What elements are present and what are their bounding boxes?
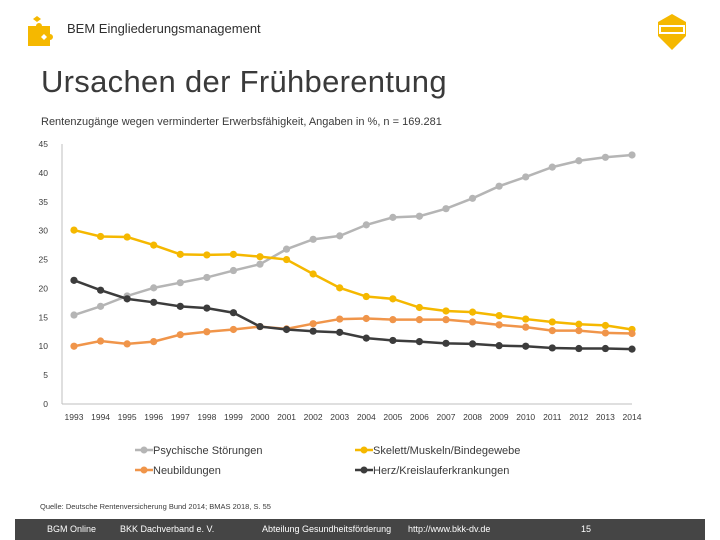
- data-point: [602, 322, 609, 329]
- x-tick-label: 2002: [303, 412, 323, 422]
- data-point: [310, 236, 317, 243]
- x-tick-label: 2005: [383, 412, 403, 422]
- legend-label: Herz/Kreislauferkrankungen: [373, 465, 510, 477]
- x-tick-label: 2000: [250, 412, 270, 422]
- footer-url-link[interactable]: http://www.bkk-dv.de: [408, 524, 491, 534]
- legend-swatch-marker: [361, 467, 368, 474]
- y-tick-label: 0: [43, 399, 48, 409]
- y-tick-label: 45: [38, 139, 48, 149]
- y-tick-label: 25: [38, 254, 48, 265]
- data-point: [442, 307, 449, 314]
- source-note: Quelle: Deutsche Rentenversicherung Bund 2014; BMAS 2018, S. 55: [40, 502, 271, 511]
- legend-swatch-marker: [141, 467, 148, 474]
- legend-label: Skelett/Muskeln/Bindegewebe: [373, 445, 521, 457]
- data-point: [230, 267, 237, 274]
- data-point: [575, 321, 582, 328]
- data-point: [363, 293, 370, 300]
- data-point: [97, 303, 104, 310]
- legend-label: Neubildungen: [153, 465, 221, 477]
- x-tick-label: 2004: [356, 412, 376, 422]
- y-tick-label: 40: [38, 167, 48, 178]
- data-point: [416, 338, 423, 345]
- data-point: [469, 340, 476, 347]
- x-tick-label: 1996: [144, 412, 164, 422]
- data-point: [469, 195, 476, 202]
- data-point: [230, 326, 237, 333]
- data-point: [363, 221, 370, 228]
- x-tick-label: 1993: [64, 412, 84, 422]
- x-tick-label: 2012: [569, 412, 589, 422]
- data-point: [549, 164, 556, 171]
- data-point: [442, 316, 449, 323]
- footer-page-number: 15: [581, 524, 592, 534]
- data-point: [496, 312, 503, 319]
- data-point: [522, 315, 529, 322]
- x-tick-label: 1994: [91, 412, 111, 422]
- y-tick-label: 15: [38, 312, 48, 323]
- data-point: [522, 173, 529, 180]
- x-tick-label: 2006: [409, 412, 429, 422]
- x-tick-label: 1998: [197, 412, 217, 422]
- bkk-logo-icon: [650, 10, 694, 54]
- data-point: [177, 251, 184, 258]
- data-point: [177, 331, 184, 338]
- legend-label: Psychische Störungen: [153, 445, 263, 457]
- data-point: [124, 233, 131, 240]
- data-point: [549, 327, 556, 334]
- data-point: [310, 320, 317, 327]
- data-point: [310, 270, 317, 277]
- line-chart: [0, 130, 720, 500]
- header-title: BEM Eingliederungsmanagement: [67, 21, 261, 36]
- x-tick-label: 2010: [516, 412, 536, 422]
- footer-bgm-online: BGM Online: [47, 524, 97, 534]
- data-point: [602, 154, 609, 161]
- data-point: [124, 340, 131, 347]
- data-point: [549, 344, 556, 351]
- legend-swatch-marker: [361, 447, 368, 454]
- data-point: [336, 329, 343, 336]
- data-point: [416, 304, 423, 311]
- data-point: [496, 183, 503, 190]
- data-point: [389, 214, 396, 221]
- data-point: [389, 316, 396, 323]
- data-point: [230, 251, 237, 258]
- data-point: [203, 251, 210, 258]
- data-point: [442, 340, 449, 347]
- data-point: [150, 284, 157, 291]
- data-point: [283, 256, 290, 263]
- y-tick-label: 30: [38, 225, 48, 236]
- data-point: [283, 326, 290, 333]
- data-point: [469, 318, 476, 325]
- data-point: [602, 329, 609, 336]
- data-point: [256, 253, 263, 260]
- chart-subtitle: Rentenzugänge wegen verminderter Erwerbsfähigkeit, Angaben in %, n = 169.281: [41, 116, 442, 128]
- data-point: [575, 327, 582, 334]
- data-point: [124, 295, 131, 302]
- data-point: [70, 343, 77, 350]
- data-point: [522, 324, 529, 331]
- data-point: [363, 335, 370, 342]
- data-point: [363, 315, 370, 322]
- data-point: [442, 205, 449, 212]
- x-tick-label: 2003: [330, 412, 350, 422]
- data-point: [256, 323, 263, 330]
- x-tick-label: 2001: [277, 412, 297, 422]
- x-tick-label: 2009: [489, 412, 509, 422]
- data-point: [283, 246, 290, 253]
- data-point: [150, 299, 157, 306]
- y-tick-label: 35: [38, 196, 48, 207]
- series-line: [74, 280, 632, 349]
- x-tick-label: 1997: [170, 412, 190, 422]
- data-point: [203, 328, 210, 335]
- data-point: [628, 330, 635, 337]
- data-point: [97, 233, 104, 240]
- y-tick-label: 5: [43, 370, 48, 381]
- data-point: [469, 309, 476, 316]
- data-point: [602, 345, 609, 352]
- data-point: [177, 279, 184, 286]
- data-point: [549, 318, 556, 325]
- data-point: [336, 232, 343, 239]
- x-tick-label: 2014: [622, 412, 642, 422]
- data-point: [70, 277, 77, 284]
- data-point: [150, 338, 157, 345]
- footer-bkk-dachverband: BKK Dachverband e. V.: [120, 524, 215, 534]
- data-point: [150, 242, 157, 249]
- y-tick-label: 10: [38, 341, 48, 352]
- data-point: [496, 342, 503, 349]
- data-point: [628, 346, 635, 353]
- puzzle-logo-icon: [24, 14, 58, 48]
- data-point: [70, 311, 77, 318]
- data-point: [522, 343, 529, 350]
- data-point: [628, 151, 635, 158]
- data-point: [389, 337, 396, 344]
- legend-swatch-marker: [141, 447, 148, 454]
- footer-bar: [15, 519, 705, 540]
- data-point: [416, 316, 423, 323]
- x-tick-label: 2008: [463, 412, 483, 422]
- x-tick-label: 1995: [117, 412, 137, 422]
- x-tick-label: 2011: [543, 412, 562, 422]
- data-point: [177, 303, 184, 310]
- x-tick-label: 1999: [223, 412, 243, 422]
- slide-title: Ursachen der Frühberentung: [41, 64, 447, 99]
- x-tick-label: 2013: [595, 412, 615, 422]
- data-point: [336, 284, 343, 291]
- data-point: [416, 213, 423, 220]
- footer-abteilung: Abteilung Gesundheitsförderung: [262, 524, 392, 534]
- data-point: [496, 321, 503, 328]
- y-tick-label: 20: [38, 283, 48, 294]
- data-point: [97, 337, 104, 344]
- data-point: [575, 157, 582, 164]
- data-point: [310, 328, 317, 335]
- data-point: [203, 304, 210, 311]
- data-point: [97, 287, 104, 294]
- series-line: [74, 230, 632, 329]
- data-point: [336, 315, 343, 322]
- data-point: [256, 261, 263, 268]
- data-point: [203, 274, 210, 281]
- x-tick-label: 2007: [436, 412, 456, 422]
- data-point: [230, 309, 237, 316]
- data-point: [389, 295, 396, 302]
- data-point: [70, 226, 77, 233]
- data-point: [575, 345, 582, 352]
